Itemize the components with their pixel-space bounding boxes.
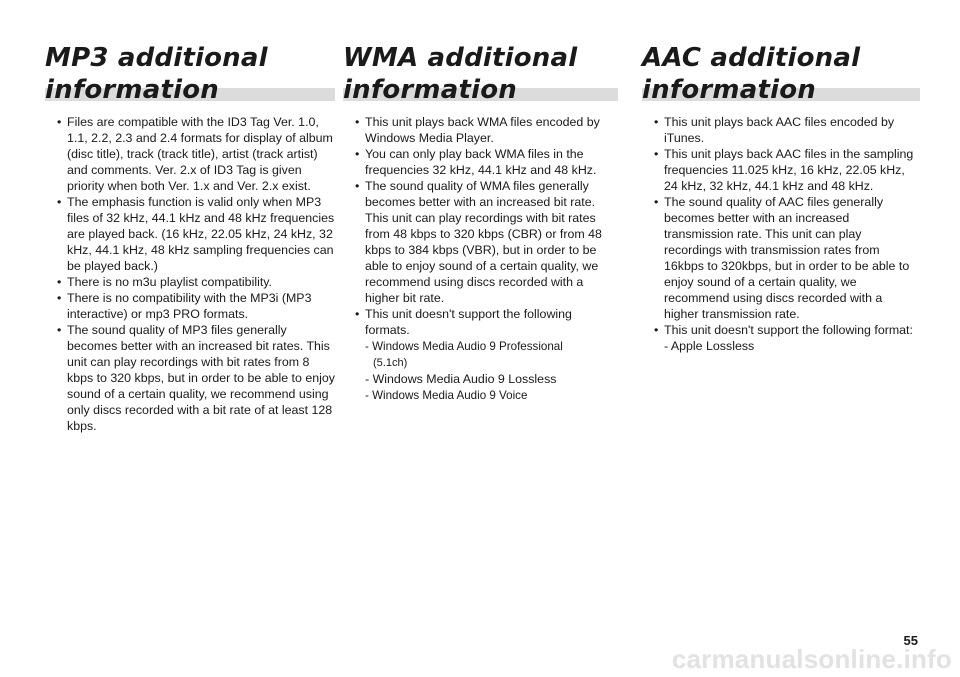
unsupported-formats-list <box>664 338 920 354</box>
sub-item-text: - Windows Media Audio 9 Voice <box>365 389 528 402</box>
bullet-item: • This unit plays back AAC files in the sampling frequencies 11.025 kHz, 16 kHz, 22.05 kHz, 24 kHz, 32 kHz, 44.1 kHz and 48 kHz. <box>654 146 920 194</box>
bullet-item: • There is no m3u playlist compatibility. <box>57 274 335 290</box>
sub-item <box>664 338 920 354</box>
mp3-title-line1: MP3 additional <box>45 43 268 73</box>
bullet-item: • There is no compatibility with the MP3i (MP3 interactive) or mp3 PRO formats. <box>57 290 335 322</box>
bullet-item-text: This unit doesn't support the following format: <box>664 323 913 337</box>
bullet-item: • The sound quality of WMA files generally becomes better with an increased bit rate. This unit can play recordings with bit rates from 48 kbps to 320 kbps (CBR) or from 48 kbps to 384 kbps (VBR), but in order to be able to enjoy sound of a certain quality, we recommend using discs recorded with a higher bit rate. <box>355 178 618 306</box>
bullet-item-text: This unit doesn't support the following formats. <box>365 307 572 337</box>
aac-title-line1: AAC additional <box>642 43 861 73</box>
wma-title-line1: WMA additional <box>343 43 578 73</box>
aac-bullet-list <box>642 114 920 354</box>
wma-section-title <box>343 42 618 106</box>
mp3-section-title <box>45 42 335 106</box>
mp3-section <box>45 42 335 434</box>
sub-item-text: - Windows Media Audio 9 Lossless <box>365 372 557 386</box>
bullet-item <box>355 306 618 404</box>
bullet-item: • Files are compatible with the ID3 Tag Ver. 1.0, 1.1, 2.2, 2.3 and 2.4 formats for display of album (disc title), track (track title), artist (track artist) and comments. Ver. 2.x of ID3 Tag is given priority when both Ver. 1.x and Ver. 2.x exist. <box>57 114 335 194</box>
bullet-item: • The emphasis function is valid only when MP3 files of 32 kHz, 44.1 kHz and 48 kHz frequencies are played back. (16 kHz, 22.05 kHz, 24 kHz, 32 kHz, 44.1 kHz, 48 kHz sampling frequencies can be played back.) <box>57 194 335 274</box>
sub-item <box>365 355 618 371</box>
sub-item <box>365 338 618 355</box>
sub-item <box>365 387 618 404</box>
sub-item-text: - Apple Lossless <box>664 339 755 353</box>
wma-section <box>343 42 618 404</box>
aac-section-title <box>642 42 920 106</box>
aac-title-line2: information <box>642 75 816 105</box>
wma-bullet-list <box>343 114 618 404</box>
bullet-item: • You can only play back WMA files in the frequencies 32 kHz, 44.1 kHz and 48 kHz. <box>355 146 618 178</box>
bullet-item <box>654 322 920 354</box>
watermark: carmanualsonline.info <box>671 644 952 674</box>
sub-item-text: (5.1ch) <box>373 357 408 369</box>
sub-item <box>365 371 618 387</box>
bullet-item: • This unit plays back WMA files encoded by Windows Media Player. <box>355 114 618 146</box>
bullet-item: • The sound quality of MP3 files generally becomes better with an increased bit rates. This unit can play recordings with bit rates from 8 kbps to 320 kbps, but in order to be able to enjoy sound of a certain quality, we recommend using only discs recorded with a bit rate of at least 128 kbps. <box>57 322 335 434</box>
bullet-item: • The sound quality of AAC files generally becomes better with an increased transmission rate. This unit can play recordings with transmission rates from 16kbps to 320kbps, but in order to be able to enjoy sound of a certain quality, we recommend using discs recorded with a higher transmission rate. <box>654 194 920 322</box>
unsupported-formats-list <box>365 338 618 404</box>
mp3-title-line2: information <box>45 75 219 105</box>
sub-item-text: - Windows Media Audio 9 Professional <box>365 340 563 353</box>
mp3-bullet-list <box>45 114 335 434</box>
page-number: 55 <box>903 633 918 648</box>
wma-title-line2: information <box>343 75 517 105</box>
aac-section <box>642 42 920 354</box>
bullet-item: • This unit plays back AAC files encoded by iTunes. <box>654 114 920 146</box>
